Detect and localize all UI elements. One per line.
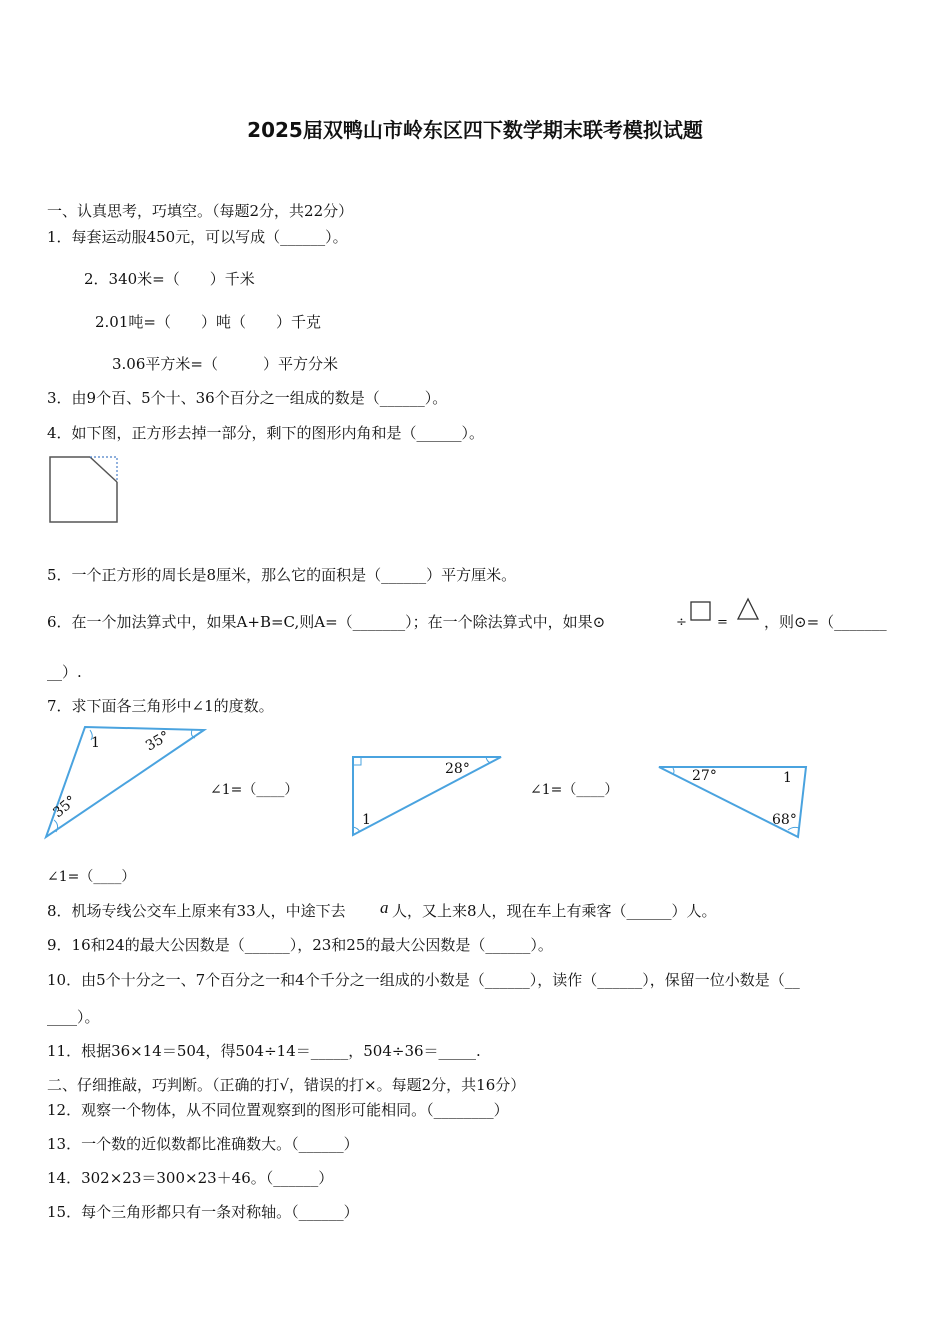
- question-6-part-c: __）.: [47, 663, 82, 681]
- question-12: 12．观察一个物体，从不同位置观察到的图形可能相同。（________）: [47, 1101, 509, 1119]
- triangle-3-angle-label: 68°: [772, 812, 797, 828]
- triangle-3-answer: ∠1=（____）: [530, 782, 619, 798]
- question-5: 5．一个正方形的周长是8厘米，那么它的面积是（______）平方厘米。: [47, 566, 517, 584]
- question-1: 1．每套运动服450元，可以写成（______）。: [47, 228, 348, 246]
- triangle-3-angle-label: 27°: [692, 768, 717, 784]
- question-4: 4．如下图，正方形去掉一部分，剩下的图形内角和是（______）。: [47, 424, 485, 442]
- question-8-part-a: 8．机场专线公交车上原来有33人，中途下去: [47, 902, 346, 920]
- question-2-part-b: 2.01吨=（ ）吨（ ）千克: [95, 313, 321, 331]
- triangle-1-figure: [44, 724, 209, 842]
- triangle-3-figure: [654, 762, 812, 842]
- triangle-3-angle-label: 1: [783, 770, 792, 786]
- section-1-heading: 一、认真思考，巧填空。（每题2分，共22分）: [47, 202, 354, 220]
- question-3: 3．由9个百、5个十、36个百分之一组成的数是（______）。: [47, 389, 448, 407]
- question-2-part-a: 2．340米=（ ）千米: [84, 270, 255, 288]
- section-2-heading: 二、仔细推敲，巧判断。（正确的打√，错误的打×。每题2分，共16分）: [47, 1076, 526, 1094]
- question-6-part-a: 6．在一个加法算式中，如果A+B=C,则A=（_______）；在一个除法算式中，如果⊙: [47, 613, 606, 631]
- variable-a: a: [380, 898, 389, 917]
- triangle-1-answer: ∠1=（____）: [47, 869, 136, 885]
- question-9: 9．16和24的最大公因数是（______），23和25的最大公因数是（______）。: [47, 936, 553, 954]
- triangle-2-angle-label: 28°: [445, 761, 470, 777]
- question-15: 15．每个三角形都只有一条对称轴。（______）: [47, 1203, 359, 1221]
- cut-square-figure: [48, 455, 120, 525]
- triangle-1-angle-label: 35°: [143, 728, 173, 755]
- triangle-2-angle-label: 1: [362, 812, 371, 828]
- equals-sign: =: [717, 615, 728, 630]
- question-14: 14．302×23＝300×23＋46。（______）: [47, 1169, 334, 1187]
- triangle-1-angle-label: 35°: [50, 792, 80, 822]
- question-6-part-b: ，则⊙=（_______: [764, 613, 887, 631]
- question-10-part-a: 10．由5个十分之一、7个百分之一和4个千分之一组成的小数是（______），读作（______），保留一位小数是（__: [47, 971, 800, 989]
- question-7: 7．求下面各三角形中∠1的度数。: [47, 697, 274, 715]
- question-13: 13．一个数的近似数都比准确数大。（______）: [47, 1135, 359, 1153]
- triangle-1-angle-label: 1: [91, 735, 100, 751]
- question-2-part-c: 3.06平方米=（ ）平方分米: [112, 355, 338, 373]
- question-10-part-b: ____）。: [47, 1008, 100, 1026]
- triangle-symbol-icon: [736, 597, 760, 621]
- triangle-2-answer: ∠1=（____）: [210, 782, 299, 798]
- question-11: 11．根据36×14＝504，得504÷14＝_____，504÷36＝_____.: [47, 1042, 481, 1060]
- page-title: 2025届双鸭山市岭东区四下数学期末联考模拟试题: [247, 118, 703, 142]
- divide-sign: ÷: [676, 615, 687, 630]
- square-symbol-icon: [690, 601, 712, 621]
- question-8-part-b: 人，又上来8人，现在车上有乘客（______）人。: [392, 902, 717, 920]
- triangle-2-figure: [348, 752, 508, 840]
